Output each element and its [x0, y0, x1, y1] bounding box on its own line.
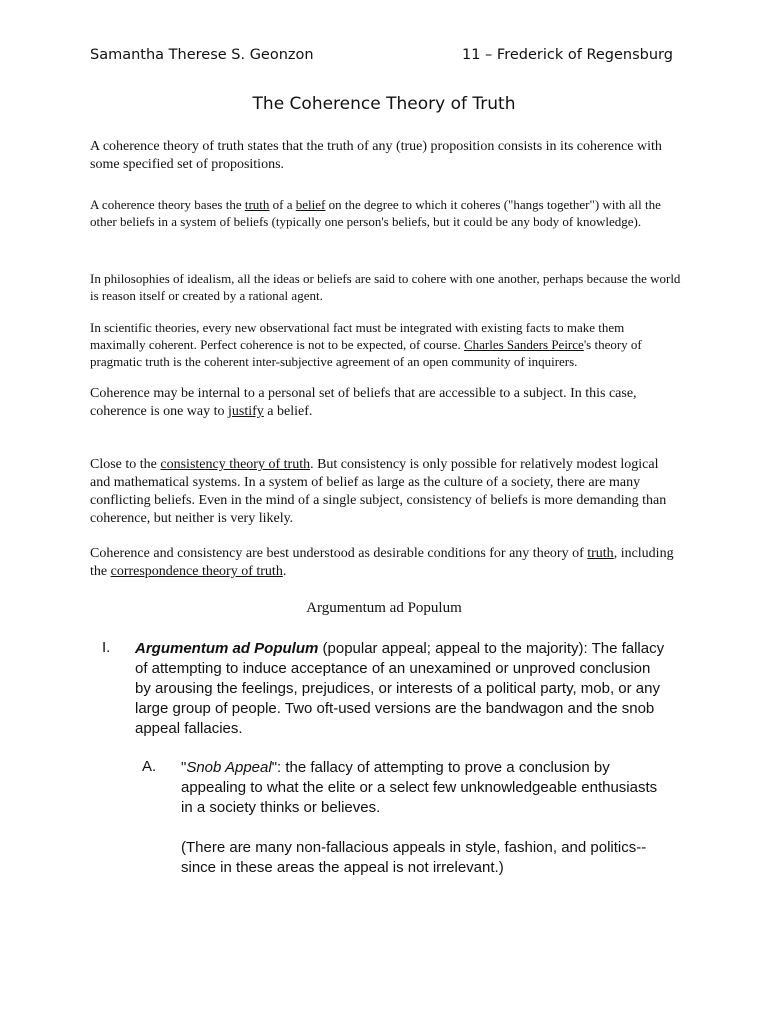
list-item-text: (popular appeal; appeal to the majority): The fallacy of attempting to induce acceptance of an unexamined or unproved conclusion by arousing the feelings, prejudices, or interests of a political party, mob, or any large group of people. Two oft-used versions are the bandwagon and the snob appeal fallacies. — [135, 640, 665, 737]
truth-link[interactable]: truth — [244, 197, 270, 212]
paragraph-text: Coherence may be internal to a personal set of beliefs that are accessible to a subject. In this case, coherence is one way to — [90, 386, 637, 419]
paragraph-text: . But consistency is only possible for relatively modest logical and mathematical systems. In a system of belief as large as the culture of a society, there are many conflicting beliefs. Even in the mind of a single subject, consistency of beliefs is more demanding than coherence, but neither is very likely. — [90, 457, 667, 526]
term-snob-appeal: Snob Appeal — [186, 759, 272, 776]
paragraph-text: 's theory of pragmatic truth is the coherent inter-subjective agreement of an open community of inquirers. — [90, 337, 642, 369]
belief-link[interactable]: belief — [295, 197, 326, 212]
paragraph-text: In scientific theories, every new observational fact must be integrated with existing facts to make them maximally coherent. Perfect coherence is not to be expected, of course. — [90, 320, 625, 352]
section-title: Argumentum ad Populum — [306, 600, 462, 616]
list-item-snob-appeal — [181, 758, 671, 818]
peirce-link[interactable]: Charles Sanders Peirce — [463, 337, 584, 352]
paragraph-coherence-basis — [90, 196, 682, 230]
paragraph-text: , including the — [90, 546, 674, 579]
paragraph-internal-coherence — [90, 385, 682, 421]
list-item-argumentum — [135, 639, 670, 739]
correspondence-theory-link[interactable]: correspondence theory of truth — [110, 564, 283, 579]
paragraph-consistency — [90, 456, 682, 528]
paragraph-text: a belief. — [263, 404, 313, 419]
snob-appeal-note: (There are many non-fallacious appeals in style, fashion, and politics--since in these areas the appeal is not irrelevant.) — [181, 839, 647, 876]
list-marker-letter: A. — [142, 758, 157, 775]
paragraph-text: . — [282, 564, 287, 579]
paragraph-text: Close to the — [90, 457, 161, 472]
paragraph-idealism: In philosophies of idealism, all the ideas or beliefs are said to cohere with one another, perhaps because the world is reason itself or created by a rational agent. — [90, 271, 681, 303]
list-item-text: : the fallacy of attempting to prove a conclusion by appealing to what the elite or a select few unknowledgeable enthusiasts in a society thinks or believes. — [181, 759, 658, 816]
paragraph-definition: A coherence theory of truth states that the truth of any (true) proposition consists in its coherence with some specified set of propositions. — [90, 139, 662, 172]
paragraph-desirable-conditions — [90, 545, 682, 581]
paragraph-text: A coherence theory bases the — [90, 197, 245, 212]
quote-mark: " — [271, 759, 278, 776]
class-section: 11 – Frederick of Regensburg — [462, 47, 673, 63]
author-name: Samantha Therese S. Geonzon — [90, 47, 314, 63]
paragraph-text: of a — [269, 197, 296, 212]
paragraph-scientific-theories — [90, 319, 682, 370]
paragraph-text: on the degree to which it coheres ("hangs together") with all the other beliefs in a system of beliefs (typically one person's beliefs, but it could be any body of knowledge). — [90, 197, 661, 229]
list-marker-roman: I. — [102, 639, 111, 656]
truth-link[interactable]: truth — [587, 546, 614, 561]
term-argumentum-ad-populum: Argumentum ad Populum — [135, 640, 319, 657]
paragraph-text: Coherence and consistency are best understood as desirable conditions for any theory of — [90, 546, 588, 561]
justify-link[interactable]: justify — [228, 404, 264, 419]
quote-mark: " — [181, 759, 187, 776]
consistency-theory-link[interactable]: consistency theory of truth — [160, 457, 311, 472]
page-title: The Coherence Theory of Truth — [252, 94, 516, 114]
